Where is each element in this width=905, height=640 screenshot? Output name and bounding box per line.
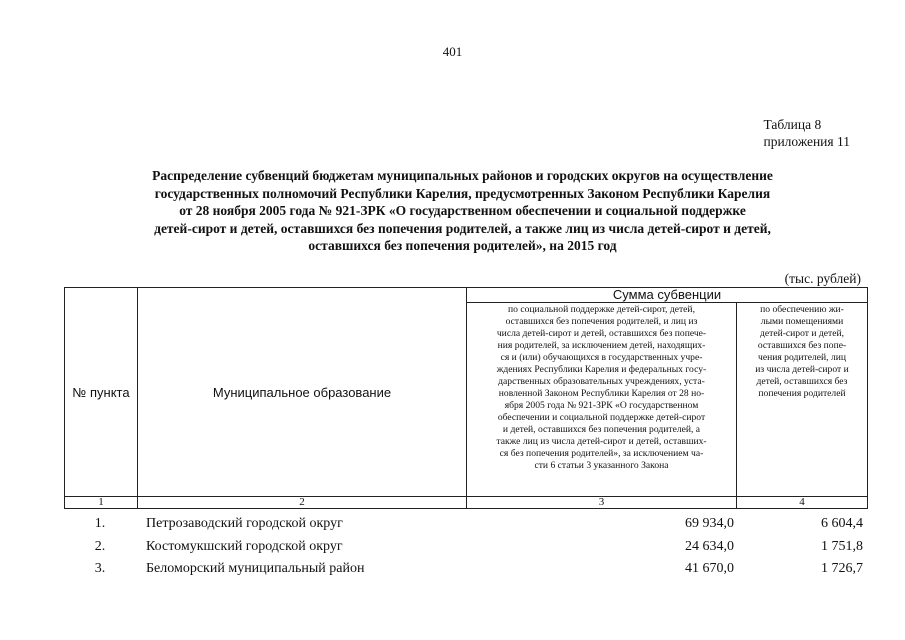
- row-municipality: Беломорский муниципальный район: [146, 561, 365, 576]
- row-sum-housing: 1 751,8: [821, 539, 863, 554]
- row-sum-social: 69 934,0: [685, 516, 734, 531]
- header-municipality: Муниципальное образование: [138, 288, 467, 497]
- row-number: 2.: [94, 539, 106, 554]
- page-number: 401: [442, 44, 463, 59]
- column-number: 3: [467, 497, 737, 509]
- row-municipality: Костомукшский городской округ: [146, 539, 343, 554]
- row-number: 1.: [94, 516, 106, 531]
- title-line: государственных полномочий Республики Карелия, предусмотренных Законом Республики Карелия: [154, 185, 771, 201]
- column-number: 1: [65, 497, 138, 509]
- row-sum-housing: 6 604,4: [821, 516, 863, 531]
- units-label: (тыс. рублей): [784, 271, 861, 286]
- title-line: от 28 ноября 2005 года № 921-ЗРК «О государственном обеспечении и социальной поддержке: [179, 203, 746, 218]
- row-sum-social: 24 634,0: [685, 539, 734, 554]
- column-number: 4: [737, 497, 868, 509]
- table-ref-line1: Таблица 8: [763, 117, 822, 132]
- row-sum-housing: 1 726,7: [821, 561, 863, 576]
- table-reference: [763, 116, 850, 150]
- row-sum-social: 41 670,0: [685, 561, 734, 576]
- header-social-support: по социальной поддержке детей-сирот, детей, оставшихся без попечения родителей, и лиц из числа детей-сирот и детей, оставшихся без попече- ния родителей, за исключением детей, находящих- ся и (или) обучающихся в государственных учре- ждениях Республики Карелия и федеральных госу- дарственных образовательных учреждениях, уста- новленной Законом Республики Карелия от 28 но- ября 2005 года № 921-ЗРК «О государственном обеспечении и социальной поддержке детей-сирот и детей, оставшихся без попечения родителей, а также лиц из числа детей-сирот и детей, оставших- ся без попечения родителей», за исключением ча- сти 6 статьи 3 указанного Закона: [467, 303, 737, 497]
- header-housing-provision: по обеспечению жи- лыми помещениями детей-сирот и детей, оставшихся без попе- чения родителей, лиц из числа детей-сирот и детей, оставшихся без попечения родителей: [737, 303, 868, 497]
- title-line: Распределение субвенций бюджетам муниципальных районов и городских округов на осуществление: [152, 168, 773, 183]
- header-subsidy-sum: Сумма субвенции: [467, 288, 868, 303]
- title-line: детей-сирот и детей, оставшихся без попечения родителей, а также лиц из числа детей-сирот и детей,: [154, 220, 771, 236]
- header-item-number: № пункта: [65, 288, 138, 497]
- row-number: 3.: [94, 561, 106, 576]
- row-municipality: Петрозаводский городской округ: [146, 516, 343, 531]
- table-ref-line2: приложения 11: [763, 134, 850, 149]
- title-line: оставшихся без попечения родителей», на 2015 год: [308, 238, 617, 253]
- column-number: 2: [138, 497, 467, 509]
- document-title: [100, 167, 825, 255]
- subsidy-table-header: [64, 287, 868, 509]
